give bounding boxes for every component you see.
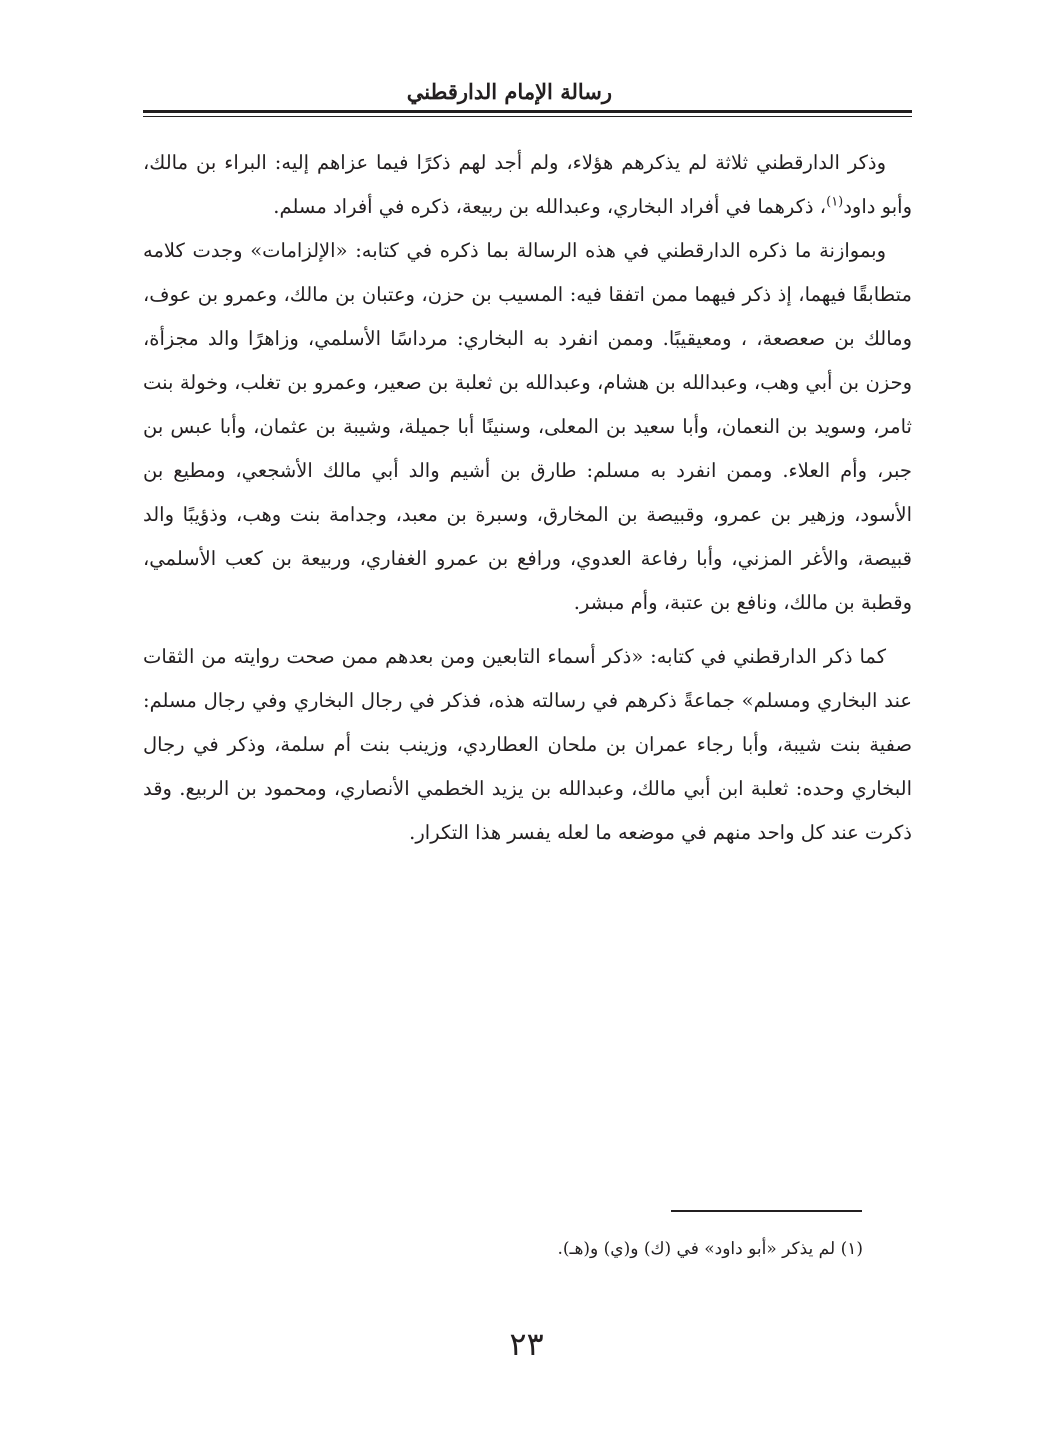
paragraph-1-text-a: وذكر الدارقطني ثلاثة لم يذكرهم هؤلاء، ولم أجد لهم ذكرًا فيما عزاهم إليه: البراء بن مالك، وأبو داود (143, 151, 912, 218)
main-text (143, 141, 912, 855)
header-rule-thin (143, 116, 912, 117)
footnote-reference[interactable]: (١) (826, 194, 844, 210)
paragraph-2: وبموازنة ما ذكره الدارقطني في هذه الرسالة بما ذكره في كتابه: «الإلزامات» وجدت كلامه متطابقًا فيهما، إذ ذكر فيهما ممن اتفقا فيه: المسيب بن حزن، وعتبان بن مالك، وعمرو بن عوف، ومالك بن صعصعة، ، ومعيقيبًا. وممن انفرد به البخاري: مرداسًا الأسلمي، وزاهرًا والد مجزأة، وحزن بن أبي وهب، وعبدالله بن هشام، وعبدالله بن ثعلبة بن صعير، وعمرو بن تغلب، وخولة بنت ثامر، وسويد بن النعمان، وأبا سعيد بن المعلى، وسنينًا أبا جميلة، وشيبة بن عثمان، وأبا عبس بن جبر، وأم العلاء. وممن انفرد به مسلم: طارق بن أشيم والد أبي مالك الأشجعي، ومطيع بن الأسود، وزهير بن عمرو، وقبيصة بن المخارق، وسبرة بن معبد، وجدامة بنت وهب، وذؤيبًا والد قبيصة، والأغر المزني، وأبا رفاعة العدوي، ورافع بن عمرو الغفاري، وربيعة بن كعب الأسلمي، وقطبة بن مالك، ونافع بن عتبة، وأم مبشر. (143, 239, 912, 614)
footnote-separator (671, 1210, 862, 1212)
page-number: ٢٣ (509, 1325, 544, 1363)
paragraph-1-text-b: ، ذكرهما في أفراد البخاري، وعبدالله بن ربيعة، ذكره في أفراد مسلم. (273, 195, 827, 218)
header-rule-thick (143, 110, 912, 113)
paragraph-1 (143, 141, 912, 229)
running-title: رسالة الإمام الدارقطني (406, 79, 612, 104)
footnote-1: (١) لم يذكر «أبو داود» في (ك) و(ي) و(هـ). (557, 1239, 863, 1259)
paragraph-3: كما ذكر الدارقطني في كتابه: «ذكر أسماء التابعين ومن بعدهم ممن صحت روايته من الثقات عند البخاري ومسلم» جماعةً ذكرهم في رسالته هذه، فذكر في رجال البخاري وفي رجال مسلم: صفية بنت شيبة، وأبا رجاء عمران بن ملحان العطاردي، وزينب بنت أم سلمة، وذكر في رجال البخاري وحده: ثعلبة ابن أبي مالك، وعبدالله بن يزيد الخطمي الأنصاري، ومحمود بن الربيع. وقد ذكرت عند كل واحد منهم في موضعه ما لعله يفسر هذا التكرار. (143, 645, 912, 844)
